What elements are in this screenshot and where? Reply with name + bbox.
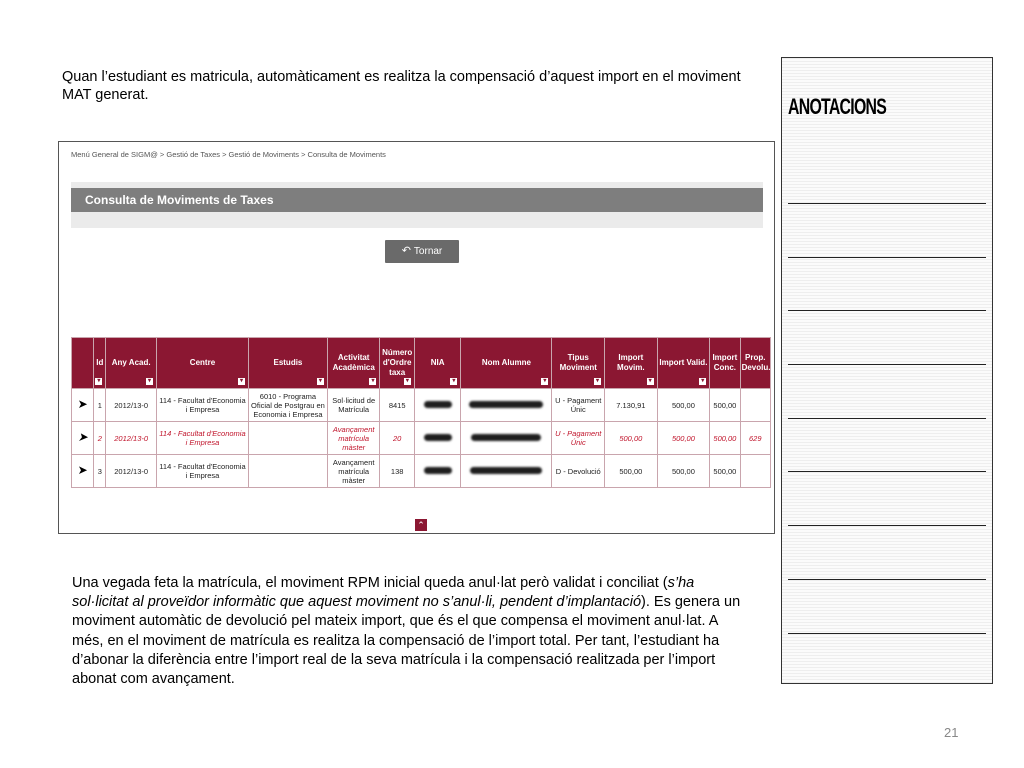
- cell-valid: 500,00: [657, 389, 710, 422]
- cell-nom: [461, 422, 552, 455]
- row-select[interactable]: [72, 455, 94, 488]
- cell-tipus: U - Pagament Únic: [552, 422, 605, 455]
- table-row[interactable]: [72, 422, 771, 455]
- cursor-arrow-icon[interactable]: ➤: [77, 397, 88, 411]
- header-prop[interactable]: Prop. Devolu.: [740, 338, 770, 389]
- header-activitat[interactable]: Activitat Acadèmica ▾: [327, 338, 380, 389]
- table-row[interactable]: [72, 389, 771, 422]
- cell-id: 3: [94, 455, 106, 488]
- note-line: [788, 418, 986, 419]
- body-italic: s’ha sol·licitat al proveïdor informàtic que aquest moviment no s’anul·li, pendent d’implantació: [72, 575, 695, 611]
- cell-conc: 500,00: [710, 389, 740, 422]
- header-tipus[interactable]: Tipus Moviment ▾: [552, 338, 605, 389]
- cell-conc: 500,00: [710, 422, 740, 455]
- redacted-nia: [424, 401, 452, 408]
- redacted-name: [470, 467, 542, 474]
- sort-icon[interactable]: ▾: [318, 378, 322, 384]
- table-row[interactable]: [72, 455, 771, 488]
- annotations-box: [781, 57, 993, 684]
- sort-icon[interactable]: ▾: [405, 378, 409, 384]
- header-estudis[interactable]: Estudis ▾: [249, 338, 328, 389]
- note-line: [788, 579, 986, 580]
- cell-nia: [414, 389, 461, 422]
- sort-icon[interactable]: ▾: [371, 378, 375, 384]
- redacted-nia: [424, 467, 452, 474]
- sort-icon[interactable]: ▾: [147, 378, 151, 384]
- cell-prop: 629: [740, 422, 770, 455]
- cell-numero: 138: [380, 455, 414, 488]
- body-part-2: ). Es genera un moviment automàtic de devolució pel mateix import, que és el que compensa el moviment anul·lat. A més, en el moviment de matrícula es realitza la compensació de l’import total. Per tant, l’estudiant ha d’abonar la diferència entre l’import real de la seva matrícula i la compensació realitzada per l’import abonat com avançament.: [72, 594, 741, 688]
- intro-text: Quan l’estudiant es matricula, automàticament es realitza la compensació d’aquest import en el moviment MAT generat.: [62, 69, 741, 103]
- sort-icon[interactable]: ▾: [701, 378, 705, 384]
- body-text: [72, 574, 742, 689]
- cell-numero: 20: [380, 422, 414, 455]
- header-numero[interactable]: Número d'Ordre taxa ▾: [380, 338, 414, 389]
- cell-numero: 8415: [380, 389, 414, 422]
- cell-activitat: Sol·licitud de Matrícula: [327, 389, 380, 422]
- collapse-up-icon[interactable]: ⌃: [415, 519, 427, 531]
- note-line: [788, 364, 986, 365]
- cell-valid: 500,00: [657, 455, 710, 488]
- header-id[interactable]: Id ▾: [94, 338, 106, 389]
- note-line: [788, 633, 986, 634]
- cell-any: 2012/13-0: [106, 422, 157, 455]
- header-valid[interactable]: Import Valid. ▾: [657, 338, 710, 389]
- cell-movim: 500,00: [605, 422, 658, 455]
- cell-prop: [740, 455, 770, 488]
- header-any[interactable]: Any Acad. ▾: [106, 338, 157, 389]
- table-header-row: [72, 338, 771, 389]
- cell-estudis: [249, 455, 328, 488]
- cell-movim: 500,00: [605, 455, 658, 488]
- cell-centre: 114 - Facultat d'Economia i Empresa: [156, 422, 248, 455]
- header-conc[interactable]: Import Conc.: [710, 338, 740, 389]
- header-nom[interactable]: Nom Alumne ▾: [461, 338, 552, 389]
- cell-any: 2012/13-0: [106, 455, 157, 488]
- embedded-screenshot: [58, 141, 775, 534]
- cell-centre: 114 - Facultat d'Economia i Empresa: [156, 389, 248, 422]
- cell-nom: [461, 389, 552, 422]
- note-line: [788, 310, 986, 311]
- cell-estudis: 6010 - Programa Oficial de Postgrau en Economia i Empresa: [249, 389, 328, 422]
- note-line: [788, 257, 986, 258]
- note-line: [788, 525, 986, 526]
- cell-valid: 500,00: [657, 422, 710, 455]
- breadcrumb: Menú General de SIGM@ > Gestió de Taxes > Gestió de Moviments > Consulta de Moviments: [71, 150, 386, 159]
- body-part-1: Una vegada feta la matrícula, el moviment RPM inicial queda anul·lat però validat i conciliat (: [72, 575, 668, 591]
- cell-conc: 500,00: [710, 455, 740, 488]
- cursor-arrow-icon[interactable]: ➤: [77, 430, 88, 444]
- redacted-nia: [424, 434, 452, 441]
- cell-centre: 114 - Facultat d'Economia i Empresa: [156, 455, 248, 488]
- cursor-arrow-icon[interactable]: ➤: [77, 463, 88, 477]
- redacted-name: [469, 401, 543, 408]
- header-nia[interactable]: NIA ▾: [414, 338, 461, 389]
- cell-activitat: Avançament matrícula màster: [327, 455, 380, 488]
- note-line: [788, 203, 986, 204]
- annotations-title: ANOTACIONS: [788, 94, 887, 119]
- cell-tipus: U - Pagament Únic: [552, 389, 605, 422]
- redacted-name: [471, 434, 541, 441]
- cell-nia: [414, 455, 461, 488]
- cell-any: 2012/13-0: [106, 389, 157, 422]
- cell-movim: 7.130,91: [605, 389, 658, 422]
- row-select[interactable]: [72, 389, 94, 422]
- back-arrow-icon: ↶: [401, 245, 411, 257]
- sort-icon[interactable]: ▾: [543, 378, 547, 384]
- cell-id: 1: [94, 389, 106, 422]
- cell-id: 2: [94, 422, 106, 455]
- row-select[interactable]: [72, 422, 94, 455]
- header-centre[interactable]: Centre ▾: [156, 338, 248, 389]
- tornar-button[interactable]: [385, 240, 459, 263]
- panel-title: Consulta de Moviments de Taxes: [71, 188, 763, 212]
- cell-activitat: Avançament matrícula màster: [327, 422, 380, 455]
- note-line: [788, 471, 986, 472]
- page-number: 21: [944, 725, 959, 740]
- moviments-table: [71, 337, 771, 488]
- header-movim[interactable]: Import Movim. ▾: [605, 338, 658, 389]
- tornar-label: Tornar: [413, 246, 443, 257]
- cell-nia: [414, 422, 461, 455]
- cell-tipus: D - Devolució: [552, 455, 605, 488]
- sort-icon[interactable]: ▾: [239, 378, 243, 384]
- sort-icon[interactable]: ▾: [596, 378, 600, 384]
- header-select: [72, 338, 94, 389]
- sort-icon[interactable]: ▾: [648, 378, 652, 384]
- cell-nom: [461, 455, 552, 488]
- cell-estudis: [249, 422, 328, 455]
- sort-icon[interactable]: ▾: [97, 378, 101, 384]
- cell-prop: [740, 389, 770, 422]
- sort-icon[interactable]: ▾: [452, 378, 456, 384]
